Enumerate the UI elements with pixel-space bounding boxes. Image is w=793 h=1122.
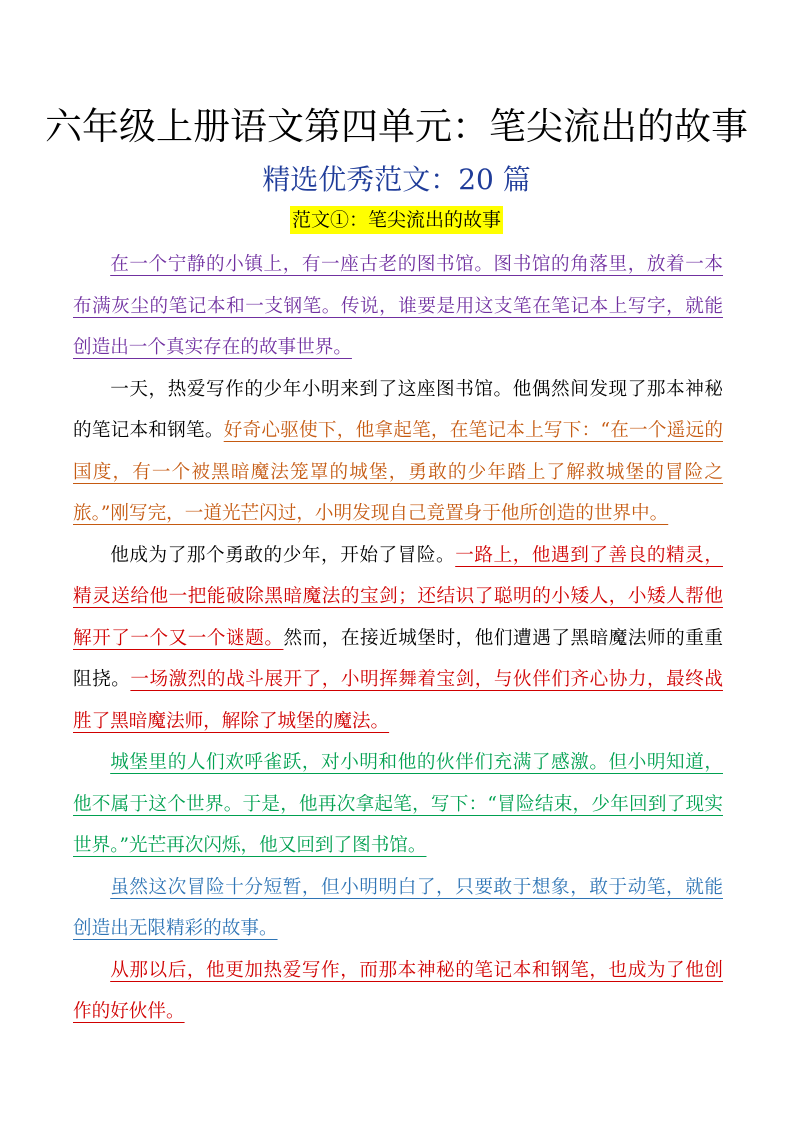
paragraph-6-sentence-1: 从那以后，他更加热爱写作，而那本神秘的笔记本和钢笔，也成为了他创作的好伙伴。 (73, 959, 723, 1022)
paragraph-4-sentence-1: 城堡里的人们欢呼雀跃，对小明和他的伙伴们充满了感激。但小明知道，他不属于这个世界。于是，他再次拿起笔，写下：“冒险结束，少年回到了现实世界。”光芒再次闪烁，他又回到了图书馆。 (73, 752, 723, 856)
page-title: 六年级上册语文第四单元：笔尖流出的故事 (45, 105, 748, 148)
paragraph-4 (73, 742, 723, 867)
essay-heading-row (0, 206, 793, 234)
page-subtitle: 精选优秀范文：20 篇 (262, 163, 531, 196)
paragraph-5 (73, 867, 723, 950)
paragraph-2 (73, 369, 723, 535)
paragraph-2-sentence-2: 好奇心驱使下，他拿起笔，在笔记本上写下：“在一个遥远的国度，有一个被黑暗魔法笼罩的城堡，勇敢的少年踏上了解救城堡的冒险之旅。”刚写完，一道光芒闪过，小明发现自己竟置身于他所创造的世界中。 (73, 420, 723, 524)
paragraph-1 (73, 244, 723, 369)
paragraph-3 (73, 535, 723, 743)
paragraph-6 (73, 950, 723, 1033)
paragraph-2-sentence-1: 一天，热爱写作的少年小明来到了这座图书馆。他偶然间发现了那本神秘的笔记本和钢笔。 (73, 378, 723, 441)
essay-heading: 范文①：笔尖流出的故事 (290, 206, 503, 234)
paragraph-3-sentence-3: 然而，在接近城堡时，他们遭遇了黑暗魔法师的重重阻挠。 (73, 627, 723, 690)
paragraph-3-sentence-2: 一路上，他遇到了善良的精灵，精灵送给他一把能破除黑暗魔法的宝剑；还结识了聪明的小矮人，小矮人帮他解开了一个又一个谜题。 (73, 544, 723, 649)
paragraph-1-sentence-1: 在一个宁静的小镇上，有一座古老的图书馆。图书馆的角落里，放着一本布满灰尘的笔记本和一支钢笔。传说，谁要是用这支笔在笔记本上写字，就能创造出一个真实存在的故事世界。 (73, 254, 723, 358)
paragraph-5-sentence-1: 虽然这次冒险十分短暂，但小明明白了，只要敢于想象，敢于动笔，就能创造出无限精彩的故事。 (73, 876, 723, 939)
paragraph-3-sentence-4: 一场激烈的战斗展开了，小明挥舞着宝剑，与伙伴们齐心协力，最终战胜了黑暗魔法师，解除了城堡的魔法。 (73, 669, 723, 732)
essay-body (73, 244, 723, 1033)
paragraph-3-sentence-1: 他成为了那个勇敢的少年，开始了冒险。 (110, 544, 456, 566)
